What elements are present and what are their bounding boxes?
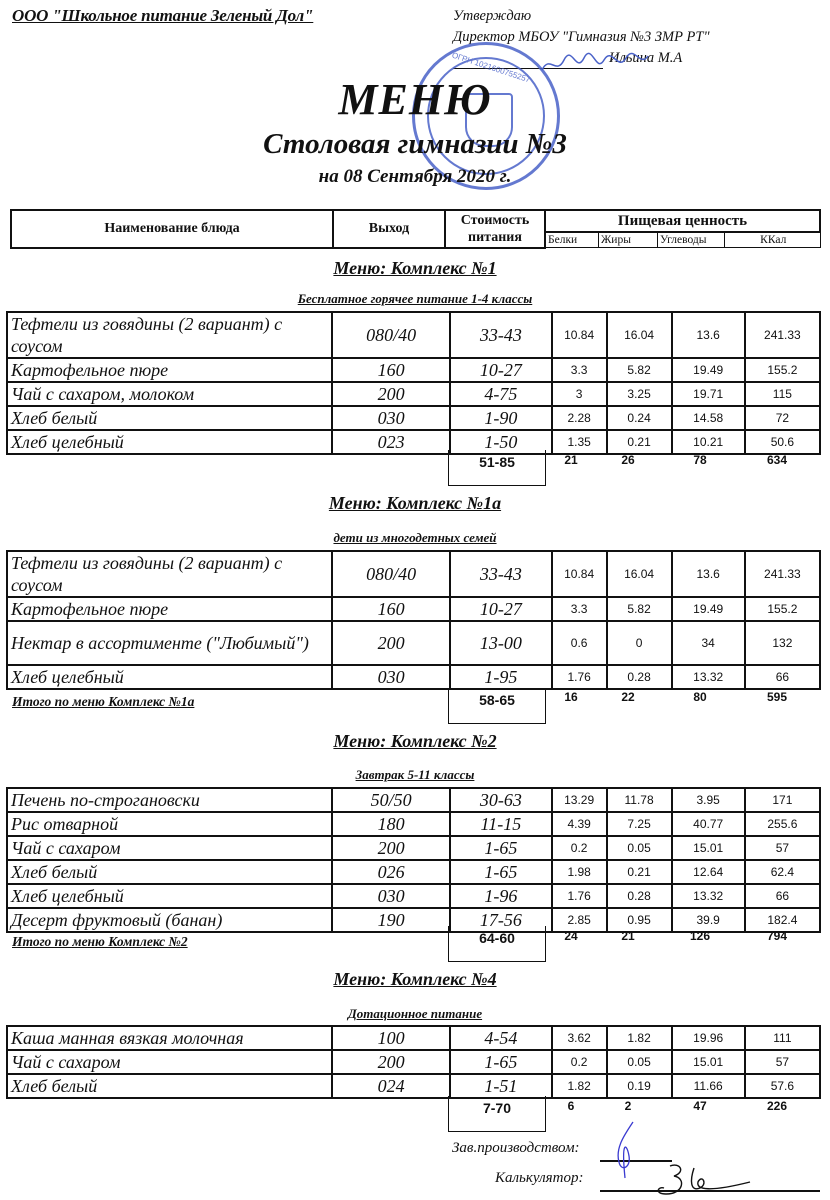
organization-name: ООО "Школьное питание Зеленый Дол" bbox=[12, 6, 314, 25]
dish-carbs: 19.49 bbox=[672, 597, 745, 621]
approval-signer: Ильина М.А bbox=[609, 50, 683, 66]
dish-fat: 16.04 bbox=[607, 551, 672, 597]
dish-output: 160 bbox=[332, 358, 450, 382]
dish-kcal: 57.6 bbox=[745, 1074, 820, 1098]
dish-carbs: 13.6 bbox=[672, 312, 745, 358]
dish-name: Нектар в ассортименте ("Любимый") bbox=[7, 621, 332, 665]
total-carbs: 80 bbox=[693, 690, 707, 704]
dish-kcal: 155.2 bbox=[745, 597, 820, 621]
dish-protein: 4.39 bbox=[552, 812, 607, 836]
section-total-label: Итого по меню Комплекс №2 bbox=[12, 934, 188, 949]
total-carbs: 126 bbox=[689, 929, 711, 943]
dish-output: 026 bbox=[332, 860, 450, 884]
total-cost: 64-60 bbox=[448, 926, 546, 962]
section-title: Меню: Комплекс №1а bbox=[328, 493, 502, 513]
table-row bbox=[7, 382, 820, 406]
dish-fat: 0.95 bbox=[607, 908, 672, 932]
dish-fat: 0.28 bbox=[607, 665, 672, 689]
header-kcal: ККал bbox=[725, 232, 821, 248]
table-row bbox=[7, 788, 820, 812]
dish-fat: 16.04 bbox=[607, 312, 672, 358]
dish-name: Хлеб целебный bbox=[7, 884, 332, 908]
dish-kcal: 241.33 bbox=[745, 312, 820, 358]
dish-carbs: 14.58 bbox=[672, 406, 745, 430]
dish-cost: 10-27 bbox=[450, 597, 552, 621]
column-header-table bbox=[10, 209, 821, 249]
dish-carbs: 19.71 bbox=[672, 382, 745, 406]
dish-protein: 3.62 bbox=[552, 1026, 607, 1050]
dish-fat: 0.21 bbox=[607, 430, 672, 454]
dish-cost: 1-50 bbox=[450, 430, 552, 454]
stamp-text: ОГРН 1021600755257 bbox=[450, 50, 532, 85]
dish-carbs: 40.77 bbox=[672, 812, 745, 836]
dish-carbs: 15.01 bbox=[672, 836, 745, 860]
table-row bbox=[7, 312, 820, 358]
table-row bbox=[7, 1050, 820, 1074]
total-kcal: 794 bbox=[766, 929, 788, 943]
section-total-label: Итого по меню Комплекс №1а bbox=[12, 694, 195, 709]
dish-name: Тефтели из говядины (2 вариант) с соусом bbox=[7, 551, 332, 597]
dish-protein: 2.85 bbox=[552, 908, 607, 932]
table-row bbox=[7, 1074, 820, 1098]
dish-name: Хлеб белый bbox=[7, 406, 332, 430]
dish-output: 080/40 bbox=[332, 551, 450, 597]
dish-fat: 0.28 bbox=[607, 884, 672, 908]
dish-carbs: 13.6 bbox=[672, 551, 745, 597]
dish-kcal: 132 bbox=[745, 621, 820, 665]
total-cost: 58-65 bbox=[448, 688, 546, 724]
dish-name: Хлеб белый bbox=[7, 1074, 332, 1098]
table-row bbox=[7, 884, 820, 908]
dish-output: 080/40 bbox=[332, 312, 450, 358]
table-row bbox=[7, 1026, 820, 1050]
table-row bbox=[7, 860, 820, 884]
dish-kcal: 182.4 bbox=[745, 908, 820, 932]
page-title: МЕНЮ bbox=[338, 75, 492, 124]
dish-carbs: 34 bbox=[672, 621, 745, 665]
dish-carbs: 19.49 bbox=[672, 358, 745, 382]
dish-carbs: 13.32 bbox=[672, 884, 745, 908]
total-fat: 2 bbox=[624, 1099, 632, 1113]
dish-name: Десерт фруктовый (банан) bbox=[7, 908, 332, 932]
page-subtitle: Столовая гимназии №3 bbox=[263, 128, 567, 160]
table-row bbox=[7, 430, 820, 454]
header-fat: Жиры bbox=[599, 232, 658, 248]
dish-cost: 1-96 bbox=[450, 884, 552, 908]
dish-kcal: 155.2 bbox=[745, 358, 820, 382]
section-title: Меню: Комплекс №1 bbox=[333, 258, 497, 278]
dish-output: 024 bbox=[332, 1074, 450, 1098]
dish-protein: 1.35 bbox=[552, 430, 607, 454]
dish-fat: 7.25 bbox=[607, 812, 672, 836]
table-row bbox=[7, 597, 820, 621]
dish-protein: 3.3 bbox=[552, 358, 607, 382]
dish-kcal: 255.6 bbox=[745, 812, 820, 836]
dish-output: 030 bbox=[332, 406, 450, 430]
dish-cost: 1-65 bbox=[450, 836, 552, 860]
dish-protein: 1.76 bbox=[552, 884, 607, 908]
section-subtitle: Завтрак 5-11 классы bbox=[355, 767, 475, 782]
dish-cost: 30-63 bbox=[450, 788, 552, 812]
dish-protein: 0.2 bbox=[552, 1050, 607, 1074]
menu-table bbox=[6, 1025, 821, 1099]
table-row bbox=[7, 812, 820, 836]
menu-table bbox=[6, 550, 821, 690]
dish-protein: 1.76 bbox=[552, 665, 607, 689]
dish-protein: 1.98 bbox=[552, 860, 607, 884]
dish-fat: 0.05 bbox=[607, 836, 672, 860]
dish-carbs: 13.32 bbox=[672, 665, 745, 689]
table-row bbox=[7, 358, 820, 382]
dish-protein: 10.84 bbox=[552, 312, 607, 358]
dish-kcal: 111 bbox=[745, 1026, 820, 1050]
dish-fat: 0.19 bbox=[607, 1074, 672, 1098]
dish-kcal: 57 bbox=[745, 836, 820, 860]
total-protein: 16 bbox=[564, 690, 578, 704]
dish-output: 100 bbox=[332, 1026, 450, 1050]
dish-kcal: 62.4 bbox=[745, 860, 820, 884]
dish-fat: 11.78 bbox=[607, 788, 672, 812]
dish-cost: 1-95 bbox=[450, 665, 552, 689]
dish-name: Картофельное пюре bbox=[7, 597, 332, 621]
section-subtitle: Бесплатное горячее питание 1-4 классы bbox=[297, 291, 533, 306]
total-fat: 21 bbox=[621, 929, 635, 943]
dish-name: Чай с сахаром bbox=[7, 836, 332, 860]
total-fat: 26 bbox=[621, 453, 635, 467]
dish-protein: 3.3 bbox=[552, 597, 607, 621]
total-kcal: 634 bbox=[766, 453, 788, 467]
dish-carbs: 12.64 bbox=[672, 860, 745, 884]
total-kcal: 226 bbox=[766, 1099, 788, 1113]
dish-kcal: 66 bbox=[745, 884, 820, 908]
dish-kcal: 72 bbox=[745, 406, 820, 430]
dish-protein: 0.2 bbox=[552, 836, 607, 860]
header-carbs: Углеводы bbox=[658, 232, 725, 248]
calculator-label: Калькулятор: bbox=[495, 1170, 584, 1186]
dish-name: Хлеб целебный bbox=[7, 665, 332, 689]
total-protein: 21 bbox=[564, 453, 578, 467]
dish-cost: 4-75 bbox=[450, 382, 552, 406]
total-protein: 6 bbox=[567, 1099, 575, 1113]
header-nutrition: Пищевая ценность bbox=[545, 210, 820, 232]
dish-carbs: 19.96 bbox=[672, 1026, 745, 1050]
dish-fat: 3.25 bbox=[607, 382, 672, 406]
header-protein: Белки bbox=[545, 232, 599, 248]
menu-table bbox=[6, 311, 821, 455]
dish-cost: 1-90 bbox=[450, 406, 552, 430]
dish-fat: 5.82 bbox=[607, 358, 672, 382]
dish-fat: 0 bbox=[607, 621, 672, 665]
dish-protein: 1.82 bbox=[552, 1074, 607, 1098]
dish-fat: 0.05 bbox=[607, 1050, 672, 1074]
dish-fat: 0.24 bbox=[607, 406, 672, 430]
approval-line-1: Утверждаю bbox=[453, 8, 532, 24]
dish-output: 200 bbox=[332, 1050, 450, 1074]
total-cost: 7-70 bbox=[448, 1096, 546, 1132]
dish-name: Тефтели из говядины (2 вариант) с соусом bbox=[7, 312, 332, 358]
dish-name: Рис отварной bbox=[7, 812, 332, 836]
dish-output: 030 bbox=[332, 665, 450, 689]
dish-protein: 2.28 bbox=[552, 406, 607, 430]
table-row bbox=[7, 551, 820, 597]
total-protein: 24 bbox=[564, 929, 578, 943]
dish-fat: 0.21 bbox=[607, 860, 672, 884]
section-title: Меню: Комплекс №4 bbox=[333, 969, 497, 989]
dish-name: Картофельное пюре bbox=[7, 358, 332, 382]
dish-cost: 1-51 bbox=[450, 1074, 552, 1098]
dish-output: 023 bbox=[332, 430, 450, 454]
dish-carbs: 3.95 bbox=[672, 788, 745, 812]
dish-cost: 11-15 bbox=[450, 812, 552, 836]
dish-name: Хлеб целебный bbox=[7, 430, 332, 454]
dish-cost: 1-65 bbox=[450, 860, 552, 884]
dish-output: 180 bbox=[332, 812, 450, 836]
production-head-signature bbox=[605, 1118, 645, 1180]
header-cost: Стоимость питания bbox=[445, 210, 545, 248]
production-head-label: Зав.производством: bbox=[452, 1140, 580, 1156]
dish-fat: 5.82 bbox=[607, 597, 672, 621]
table-row bbox=[7, 836, 820, 860]
dish-carbs: 11.66 bbox=[672, 1074, 745, 1098]
dish-output: 200 bbox=[332, 382, 450, 406]
dish-name: Чай с сахаром, молоком bbox=[7, 382, 332, 406]
table-row bbox=[7, 665, 820, 689]
dish-cost: 17-56 bbox=[450, 908, 552, 932]
dish-output: 190 bbox=[332, 908, 450, 932]
calculator-signature bbox=[650, 1160, 760, 1200]
dish-cost: 33-43 bbox=[450, 312, 552, 358]
dish-output: 030 bbox=[332, 884, 450, 908]
dish-name: Хлеб белый bbox=[7, 860, 332, 884]
section-title: Меню: Комплекс №2 bbox=[333, 731, 497, 751]
table-row bbox=[7, 406, 820, 430]
approval-line-2: Директор МБОУ "Гимназия №3 ЗМР РТ" bbox=[453, 29, 710, 45]
dish-kcal: 115 bbox=[745, 382, 820, 406]
dish-output: 50/50 bbox=[332, 788, 450, 812]
dish-cost: 4-54 bbox=[450, 1026, 552, 1050]
dish-cost: 1-65 bbox=[450, 1050, 552, 1074]
dish-name: Печень по-строгановски bbox=[7, 788, 332, 812]
dish-cost: 33-43 bbox=[450, 551, 552, 597]
dish-carbs: 39.9 bbox=[672, 908, 745, 932]
total-carbs: 78 bbox=[693, 453, 707, 467]
dish-kcal: 57 bbox=[745, 1050, 820, 1074]
dish-kcal: 241.33 bbox=[745, 551, 820, 597]
menu-table bbox=[6, 787, 821, 933]
dish-cost: 10-27 bbox=[450, 358, 552, 382]
header-output: Выход bbox=[333, 210, 445, 248]
menu-date: на 08 Сентября 2020 г. bbox=[318, 166, 512, 187]
header-dish: Наименование блюда bbox=[11, 210, 333, 248]
total-fat: 22 bbox=[621, 690, 635, 704]
dish-protein: 10.84 bbox=[552, 551, 607, 597]
dish-output: 200 bbox=[332, 621, 450, 665]
dish-kcal: 171 bbox=[745, 788, 820, 812]
total-carbs: 47 bbox=[693, 1099, 707, 1113]
dish-output: 160 bbox=[332, 597, 450, 621]
dish-kcal: 66 bbox=[745, 665, 820, 689]
dish-carbs: 15.01 bbox=[672, 1050, 745, 1074]
dish-protein: 3 bbox=[552, 382, 607, 406]
dish-cost: 13-00 bbox=[450, 621, 552, 665]
dish-fat: 1.82 bbox=[607, 1026, 672, 1050]
table-row bbox=[7, 621, 820, 665]
section-subtitle: дети из многодетных семей bbox=[333, 530, 497, 545]
dish-name: Каша манная вязкая молочная bbox=[7, 1026, 332, 1050]
dish-protein: 13.29 bbox=[552, 788, 607, 812]
dish-output: 200 bbox=[332, 836, 450, 860]
dish-name: Чай с сахаром bbox=[7, 1050, 332, 1074]
total-cost: 51-85 bbox=[448, 450, 546, 486]
total-kcal: 595 bbox=[766, 690, 788, 704]
dish-protein: 0.6 bbox=[552, 621, 607, 665]
section-subtitle: Дотационное питание bbox=[347, 1006, 483, 1021]
dish-kcal: 50.6 bbox=[745, 430, 820, 454]
dish-carbs: 10.21 bbox=[672, 430, 745, 454]
